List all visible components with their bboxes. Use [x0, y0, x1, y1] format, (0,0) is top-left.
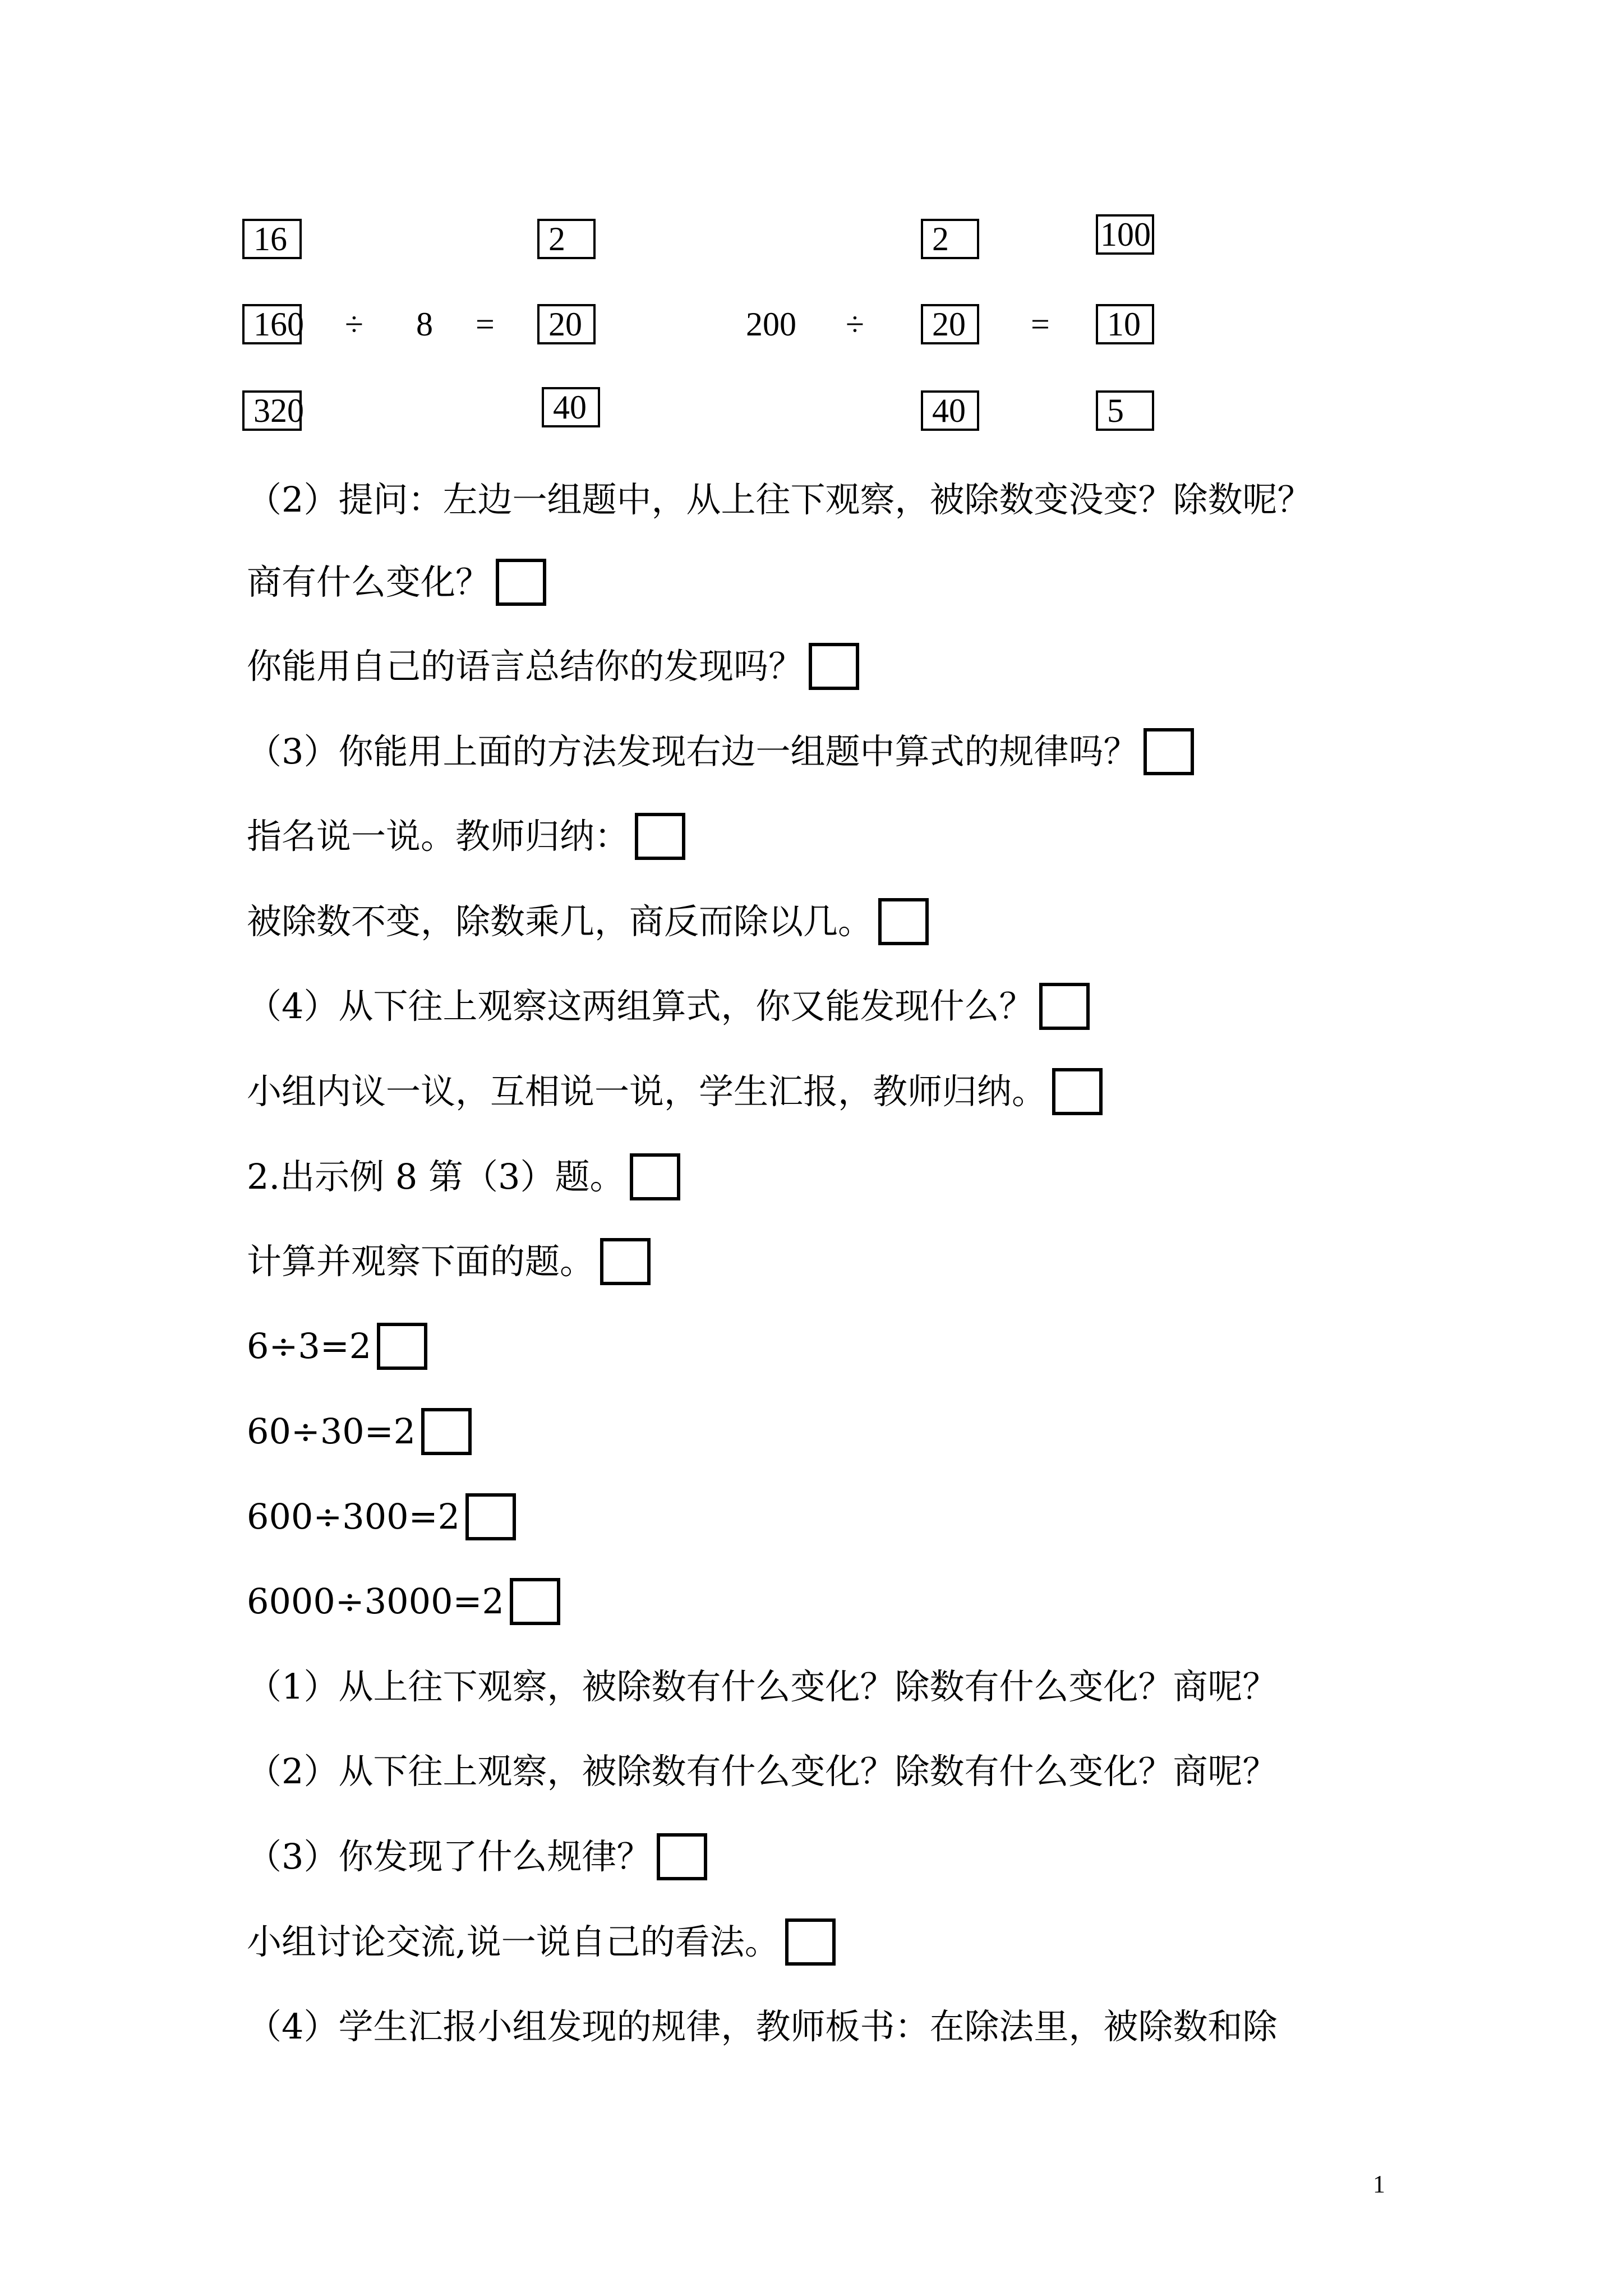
paragraph — [247, 813, 685, 860]
paragraph-text: 小组讨论交流,说一说自己的看法。 — [247, 1921, 780, 1962]
checkbox[interactable] — [630, 1153, 680, 1200]
paragraph — [247, 898, 929, 945]
paragraph — [247, 1408, 472, 1455]
quotient-box: 40 — [542, 387, 600, 427]
divisor-box: 2 — [921, 219, 979, 259]
equals-sign: = — [476, 306, 495, 343]
checkbox[interactable] — [1052, 1068, 1103, 1115]
quotient-box: 5 — [1096, 390, 1154, 431]
paragraph-text: 6÷3=2 — [247, 1326, 372, 1366]
paragraph — [247, 2003, 1277, 2050]
equals-sign: = — [1031, 306, 1050, 343]
dividend-box: 320 — [242, 390, 302, 431]
quotient-box: 2 — [537, 219, 596, 259]
paragraph — [247, 643, 859, 690]
paragraph-text: 指名说一说。教师归纳： — [247, 816, 630, 857]
paragraph — [247, 1578, 560, 1625]
paragraph — [247, 1153, 680, 1200]
paragraph-text: （1）从上往下观察，被除数有什么变化？除数有什么变化？商呢？ — [247, 1666, 1278, 1707]
quotient-box: 10 — [1096, 304, 1154, 344]
paragraph — [247, 1323, 427, 1370]
paragraph-text: 600÷300=2 — [247, 1496, 460, 1537]
divide-sign: ÷ — [846, 306, 864, 343]
divide-sign: ÷ — [345, 306, 363, 343]
checkbox[interactable] — [377, 1323, 427, 1370]
paragraph — [247, 983, 1090, 1030]
paragraph-text: 被除数不变，除数乘几，商反而除以几。 — [247, 901, 873, 942]
paragraph — [247, 1663, 1277, 1710]
paragraph — [247, 1238, 651, 1285]
paragraph-text: （2）从下往上观察，被除数有什么变化？除数有什么变化？商呢？ — [247, 1751, 1278, 1792]
paragraph-text: （2）提问：左边一组题中，从上往下观察，被除数变没变？除数呢？ — [247, 479, 1312, 520]
checkbox[interactable] — [510, 1578, 560, 1625]
checkbox[interactable] — [1144, 728, 1194, 775]
checkbox[interactable] — [421, 1408, 472, 1455]
paragraph — [247, 1068, 1103, 1115]
paragraph — [247, 1833, 707, 1880]
checkbox[interactable] — [657, 1833, 707, 1880]
paragraph — [247, 1918, 836, 1966]
paragraph — [247, 476, 1312, 523]
checkbox[interactable] — [878, 898, 929, 945]
paragraph — [247, 1493, 516, 1540]
paragraph-text: （3）你能用上面的方法发现右边一组题中算式的规律吗？ — [247, 731, 1138, 772]
checkbox[interactable] — [465, 1493, 516, 1540]
checkbox[interactable] — [600, 1238, 651, 1285]
checkbox[interactable] — [496, 559, 546, 606]
checkbox[interactable] — [785, 1918, 836, 1966]
page-number: 1 — [1373, 2170, 1385, 2198]
paragraph — [247, 1748, 1277, 1795]
checkbox[interactable] — [809, 643, 859, 690]
divisor: 8 — [416, 306, 433, 343]
dividend-box: 160 — [242, 304, 302, 344]
quotient-box: 100 — [1096, 214, 1154, 255]
divisor-box: 40 — [921, 390, 979, 431]
dividend-box: 16 — [242, 219, 302, 259]
paragraph — [247, 728, 1194, 775]
checkbox[interactable] — [635, 813, 685, 860]
paragraph-text: 计算并观察下面的题。 — [247, 1241, 595, 1282]
paragraph-text: 6000÷3000=2 — [247, 1581, 504, 1622]
paragraph-text: 商有什么变化？ — [247, 562, 491, 602]
paragraph-text: 你能用自己的语言总结你的发现吗？ — [247, 646, 804, 687]
quotient-box: 20 — [537, 304, 596, 344]
dividend: 200 — [746, 306, 796, 343]
paragraph-text: （4）从下往上观察这两组算式，你又能发现什么？ — [247, 986, 1034, 1027]
paragraph-text: 60÷30=2 — [247, 1411, 416, 1452]
paragraph-text: （4）学生汇报小组发现的规律，教师板书：在除法里，被除数和除 — [247, 2006, 1278, 2047]
paragraph-text: （3）你发现了什么规律？ — [247, 1836, 652, 1877]
paragraph-text: 2.出示例 8 第（3）题。 — [247, 1156, 625, 1197]
paragraph-text: 小组内议一议，互相说一说，学生汇报，教师归纳。 — [247, 1071, 1047, 1112]
divisor-box: 20 — [921, 304, 979, 344]
checkbox[interactable] — [1039, 983, 1090, 1030]
paragraph — [247, 559, 546, 606]
